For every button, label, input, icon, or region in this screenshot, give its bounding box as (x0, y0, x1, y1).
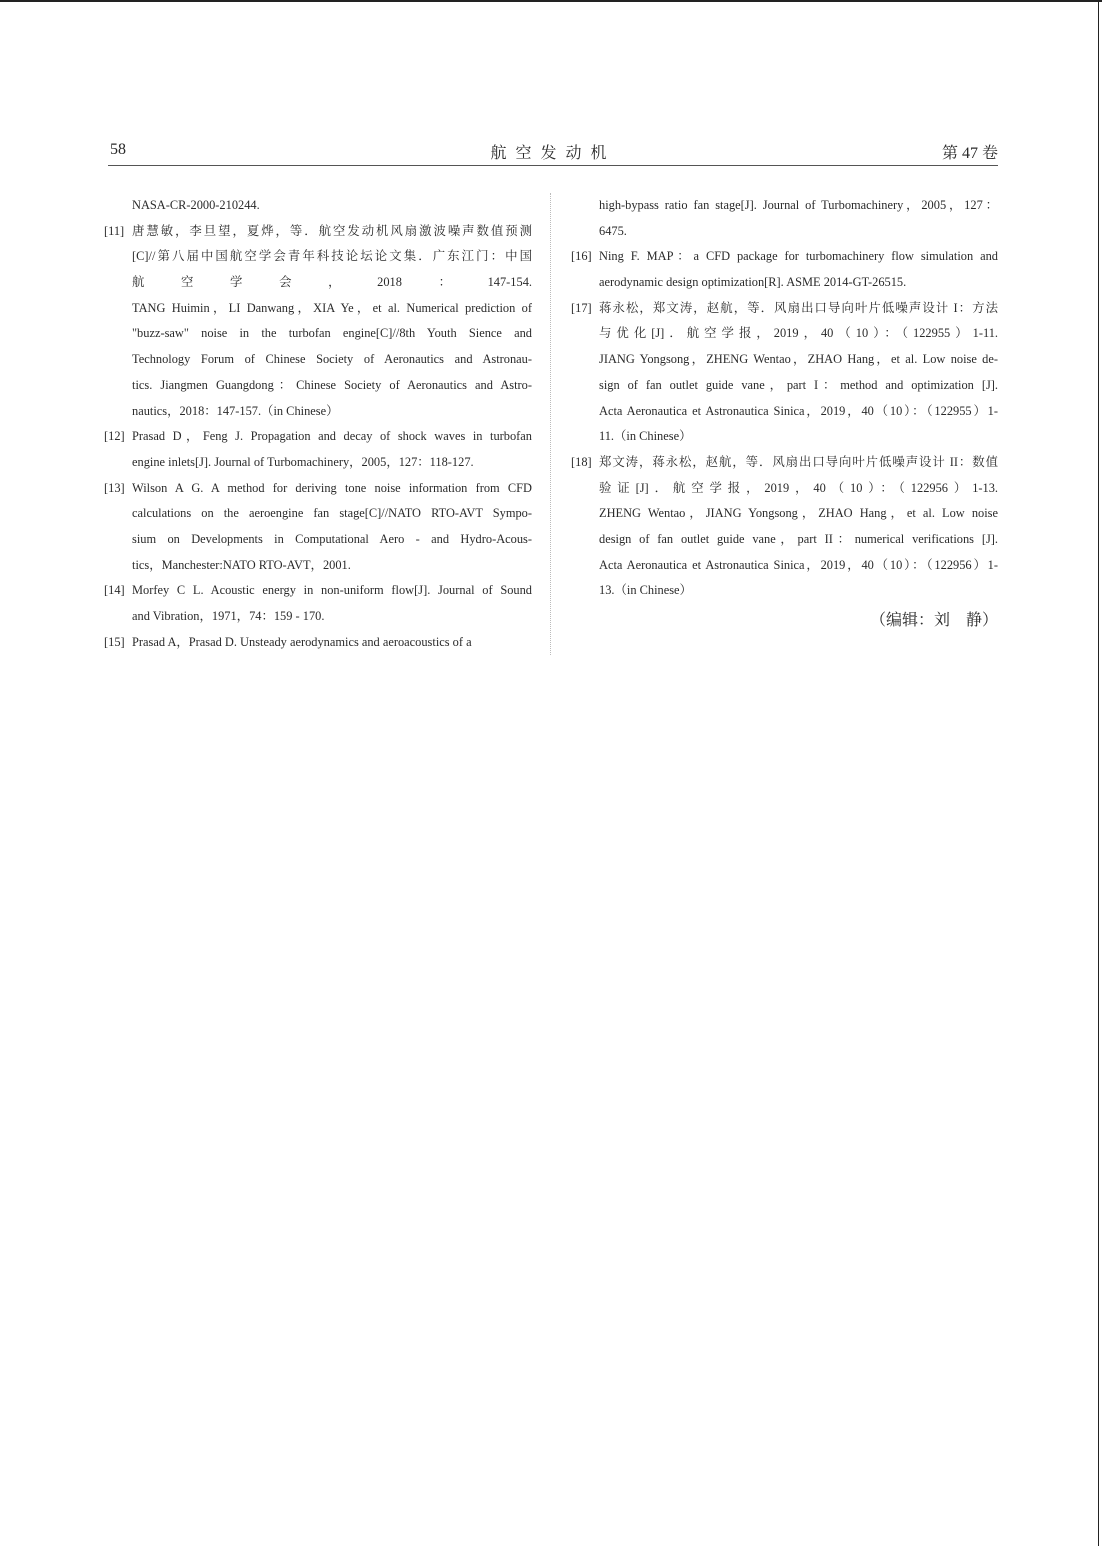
reference-text (132, 578, 532, 629)
reference-line: 蒋永松，郑文涛，赵航，等．风扇出口导向叶片低噪声设计 I：方法 (599, 300, 998, 315)
journal-title: 航空发动机 (490, 145, 616, 162)
reference-text (132, 424, 532, 475)
reference-number: [11] (104, 223, 125, 238)
reference-entry (104, 476, 532, 579)
reference-text (599, 244, 998, 295)
reference-line: 验证[J]．航空学报，2019，40（10）：（122956）1-13. (599, 480, 998, 495)
reference-number: [12] (104, 429, 125, 444)
reference-entry (571, 450, 998, 604)
reference-number: [17] (571, 300, 592, 315)
reference-line: 唐慧敏，李旦望，夏烨，等．航空发动机风扇激波噪声数值预测 (132, 223, 532, 238)
reference-line: sign of fan outlet guide vane，part I：method and optimization [J]. (599, 377, 998, 392)
reference-column-right (571, 193, 998, 634)
reference-line: tics，Manchester:NATO RTO-AVT，2001. (132, 557, 351, 572)
reference-entry (104, 219, 532, 425)
reference-entry (104, 578, 532, 629)
reference-line: nautics，2018：147-157.（in Chinese） (132, 403, 339, 418)
reference-number: [13] (104, 480, 125, 495)
reference-line: JIANG Yongsong，ZHENG Wentao，ZHAO Hang，et al. Low noise de- (599, 352, 998, 367)
reference-line: sium on Developments in Computational Aero - and Hydro-Acous- (132, 531, 532, 546)
reference-entry (571, 244, 998, 295)
reference-line: design of fan outlet guide vane，part II：numerical verifications [J]. (599, 531, 998, 546)
reference-continuation-line: 6475. (599, 223, 627, 238)
column-divider (550, 193, 551, 655)
reference-number: [16] (571, 249, 592, 264)
reference-text (132, 219, 532, 425)
reference-line: Acta Aeronautica et Astronautica Sinica，2019，40（10）：（122955）1- (599, 403, 998, 418)
reference-line: ZHENG Wentao，JIANG Yongsong，ZHAO Hang，et al. Low noise (599, 506, 998, 521)
reference-line: 11.（in Chinese） (599, 429, 692, 444)
reference-line: Wilson A G. A method for deriving tone noise information from CFD (132, 480, 532, 495)
reference-entry (104, 424, 532, 475)
reference-line: calculations on the aeroengine fan stage[C]//NATO RTO-AVT Sympo- (132, 506, 532, 521)
reference-entry (104, 630, 532, 656)
reference-line: engine inlets[J]. Journal of Turbomachinery，2005，127：118-127. (132, 454, 474, 469)
header-rule (108, 165, 998, 166)
reference-line: tics. Jiangmen Guangdong：Chinese Society of Aeronautics and Astro- (132, 377, 532, 392)
reference-line: [C]//第八届中国航空学会青年科技论坛论文集．广东江门：中国 (132, 249, 532, 264)
reference-line: 13.（in Chinese） (599, 583, 692, 598)
reference-line: aerodynamic design optimization[R]. ASME 2014-GT-26515. (599, 275, 907, 290)
page-number: 58 (110, 141, 126, 158)
reference-line: 航空学会，2018：147-154. (132, 275, 532, 290)
reference-line: Technology Forum of Chinese Society of Aeronautics and Astronau- (132, 352, 532, 367)
reference-entry (571, 296, 998, 450)
reference-text (132, 630, 532, 656)
reference-line: "buzz-saw" noise in the turbofan engine[C]//8th Youth Sience and (132, 326, 532, 341)
reference-number: [14] (104, 583, 125, 598)
reference-column-left (104, 193, 532, 655)
editor-note: （编辑：刘 静） (869, 612, 998, 629)
reference-line: Prasad D，Feng J. Propagation and decay of shock waves in turbofan (132, 429, 532, 444)
reference-line: 与优化[J]．航空学报，2019，40（10）：（122955）1-11. (599, 326, 998, 341)
reference-text (599, 296, 998, 450)
reference-line: Prasad A，Prasad D. Unsteady aerodynamics and aeroacoustics of a (132, 634, 472, 649)
running-header (108, 140, 998, 164)
reference-continuation-line: high-bypass ratio fan stage[J]. Journal of Turbomachinery，2005，127： (599, 198, 998, 212)
reference-continuation-line: NASA-CR-2000-210244. (132, 198, 260, 212)
reference-text (599, 450, 998, 604)
reference-text (132, 476, 532, 579)
reference-line: Acta Aeronautica et Astronautica Sinica，2019，40（10）：（122956）1- (599, 557, 998, 572)
page-edge-right (1098, 0, 1099, 1546)
reference-line: 郑文涛，蒋永松，赵航，等．风扇出口导向叶片低噪声设计 II：数值 (599, 454, 998, 469)
reference-number: [15] (104, 634, 125, 649)
reference-line: TANG Huimin，LI Danwang，XIA Ye，et al. Numerical prediction of (132, 300, 532, 315)
reference-line: Morfey C L. Acoustic energy in non-uniform flow[J]. Journal of Sound (132, 583, 532, 598)
reference-line: Ning F. MAP：a CFD package for turbomachinery flow simulation and (599, 249, 998, 264)
volume-label: 第 47 卷 (941, 145, 998, 162)
reference-number: [18] (571, 454, 592, 469)
reference-line: and Vibration，1971，74：159 - 170. (132, 609, 325, 623)
page-edge-top (0, 0, 1102, 2)
